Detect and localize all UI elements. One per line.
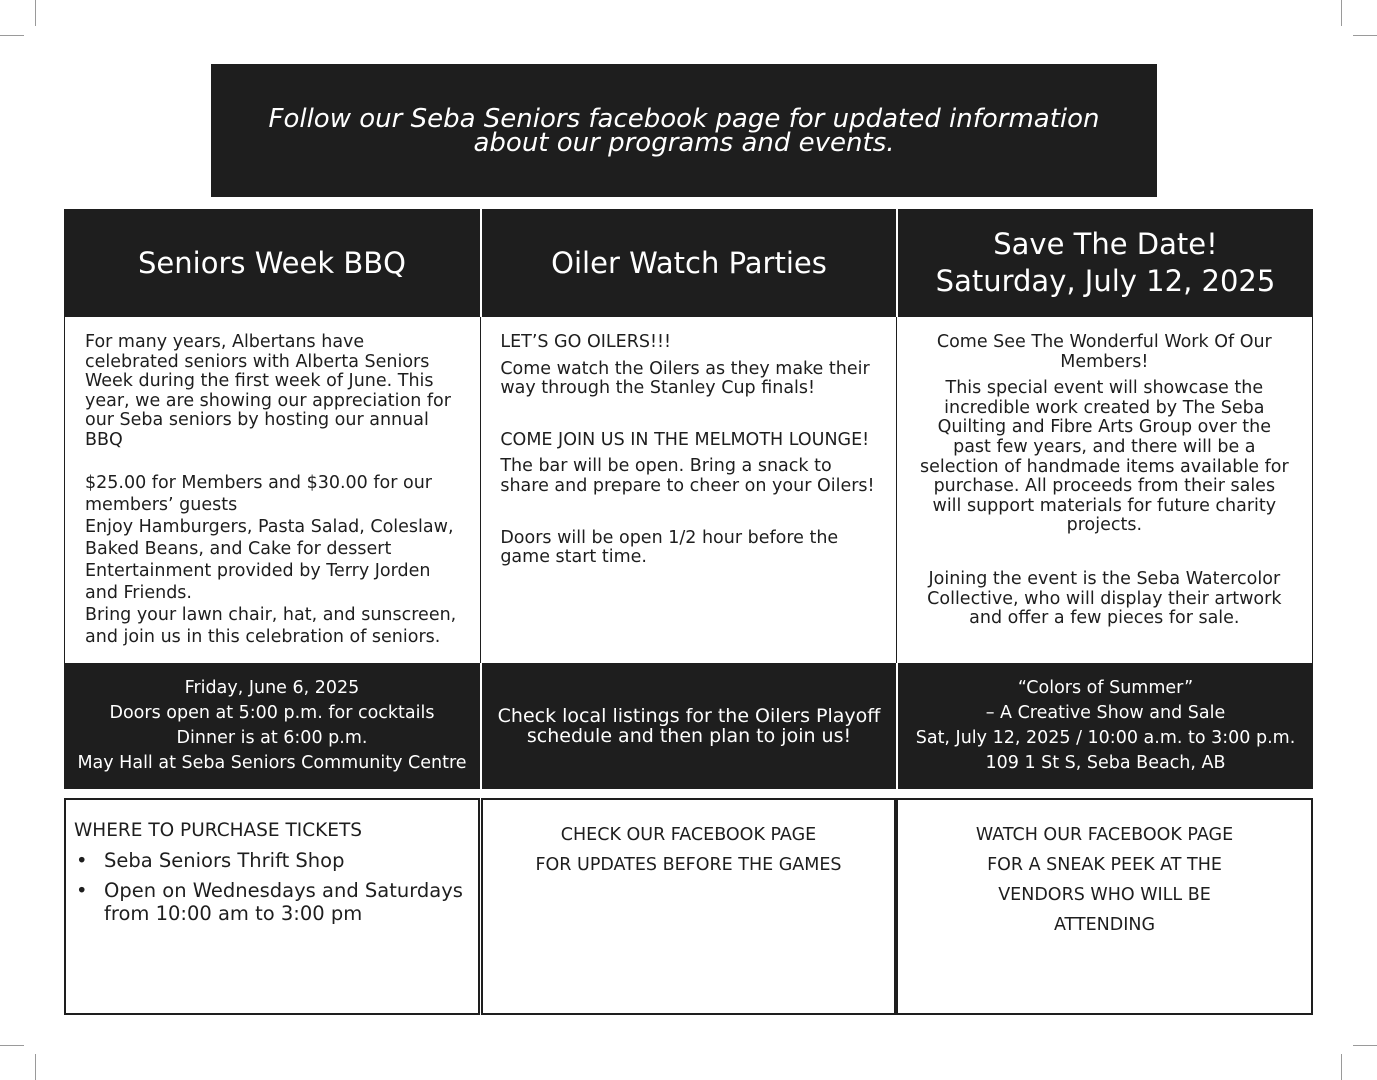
header-title: Oiler Watch Parties bbox=[551, 245, 827, 280]
banner-line-2: about our programs and events. bbox=[473, 127, 895, 158]
art-show-facebook-box bbox=[896, 798, 1313, 1015]
art-show-description bbox=[896, 317, 1312, 663]
header-title: Save The Date! bbox=[993, 227, 1218, 261]
bbq-intro: For many years, Albertans have celebrated seniors with Alberta Seniors Week during the first week of June. This year, we are showing our appreciation for our Seba seniors by hosting our annual BBQ bbox=[85, 332, 451, 450]
banner-line-1: Follow our Seba Seniors facebook page for updated information bbox=[268, 103, 1100, 134]
bbq-menu: Enjoy Hamburgers, Pasta Salad, Coleslaw, Baked Beans, and Cake for dessert bbox=[85, 516, 454, 559]
oilers-facebook-line: CHECK OUR FACEBOOK PAGE bbox=[560, 825, 817, 845]
tickets-item: • Open on Wednesdays and Saturdays from 10:00 am to 3:00 pm bbox=[74, 879, 468, 925]
oilers-watch: Come watch the Oilers as they make their way through the Stanley Cup finals! bbox=[500, 358, 870, 399]
bbq-doors: Doors open at 5:00 p.m. for cocktails bbox=[109, 703, 435, 723]
art-show-facebook-line: ATTENDING bbox=[1053, 915, 1156, 935]
art-show-address: 109 1 St S, Seba Beach, AB bbox=[985, 753, 1226, 773]
crop-mark bbox=[1353, 35, 1377, 36]
art-show-facebook-line: WATCH OUR FACEBOOK PAGE bbox=[975, 825, 1234, 845]
art-show-heading: Come See The Wonderful Work Of Our Members! bbox=[936, 332, 1272, 372]
art-show-title: “Colors of Summer” bbox=[1017, 678, 1194, 698]
crop-mark bbox=[1341, 1054, 1342, 1080]
oilers-lounge: COME JOIN US IN THE MELMOTH LOUNGE! bbox=[500, 429, 870, 450]
bbq-bring: Bring your lawn chair, hat, and sunscreen, and join us in this celebration of seniors. bbox=[85, 604, 457, 647]
oilers-doors: Doors will be open 1/2 hour before the game start time. bbox=[500, 527, 839, 568]
bbq-date: Friday, June 6, 2025 bbox=[184, 678, 360, 698]
art-show-watercolor: Joining the event is the Seba Watercolor Collective, who will display their artwork and offer a few pieces for sale. bbox=[927, 568, 1282, 629]
tickets-item: • Seba Seniors Thrift Shop bbox=[74, 849, 468, 872]
tickets-title: WHERE TO PURCHASE TICKETS bbox=[74, 820, 363, 841]
oilers-facebook-line: FOR UPDATES BEFORE THE GAMES bbox=[535, 855, 842, 875]
art-show-details: This special event will showcase the incredible work created by The Seba Quilting and Fibre Arts Group over the past few years, and there will be a selection of handmade items available for purchase. All proceeds from their sales will support materials for future charity projects. bbox=[919, 378, 1289, 536]
bbq-location: May Hall at Seba Seniors Community Centre bbox=[77, 753, 467, 773]
crop-mark bbox=[1341, 0, 1342, 26]
crop-mark bbox=[35, 1054, 36, 1080]
bbq-dinner: Dinner is at 6:00 p.m. bbox=[176, 728, 368, 748]
art-show-subtitle: – A Creative Show and Sale bbox=[985, 703, 1226, 723]
event-info-row bbox=[64, 663, 1313, 789]
art-show-datetime: Sat, July 12, 2025 / 10:00 a.m. to 3:00 p.m. bbox=[915, 728, 1296, 748]
tickets-list bbox=[74, 849, 468, 925]
bbq-entertainment: Entertainment provided by Terry Jorden and Friends. bbox=[85, 560, 431, 603]
header-date: Saturday, July 12, 2025 bbox=[935, 264, 1276, 298]
facebook-banner bbox=[211, 64, 1157, 197]
tickets-box bbox=[64, 798, 480, 1015]
oilers-facebook-box bbox=[481, 798, 896, 1015]
oilers-info-line-1: Check local listings for the Oilers Playoff bbox=[497, 705, 881, 727]
header-seniors-week-bbq bbox=[64, 209, 480, 317]
art-show-info bbox=[896, 663, 1313, 789]
bbq-info bbox=[64, 663, 480, 789]
crop-mark bbox=[1353, 1045, 1377, 1046]
crop-mark bbox=[0, 1045, 24, 1046]
header-oiler-watch-parties bbox=[480, 209, 896, 317]
crop-mark bbox=[35, 0, 36, 26]
event-action-row bbox=[64, 798, 1313, 1015]
crop-mark bbox=[0, 35, 24, 36]
art-show-facebook-line: VENDORS WHO WILL BE bbox=[998, 885, 1211, 905]
oilers-description bbox=[480, 317, 895, 663]
oilers-cheer: LET’S GO OILERS!!! bbox=[500, 332, 672, 352]
bbq-pricing: $25.00 for Members and $30.00 for our members’ guests bbox=[85, 472, 432, 515]
oilers-bar: The bar will be open. Bring a snack to share and prepare to cheer on your Oilers! bbox=[500, 456, 875, 496]
event-description-row bbox=[64, 317, 1313, 663]
event-header-row bbox=[64, 209, 1313, 317]
header-title: Seniors Week BBQ bbox=[138, 245, 406, 280]
oilers-info-line-2: schedule and then plan to join us! bbox=[526, 725, 852, 747]
bbq-description bbox=[65, 317, 480, 663]
header-save-the-date bbox=[896, 209, 1313, 317]
oilers-info bbox=[480, 663, 896, 789]
art-show-facebook-line: FOR A SNEAK PEEK AT THE bbox=[987, 855, 1222, 875]
